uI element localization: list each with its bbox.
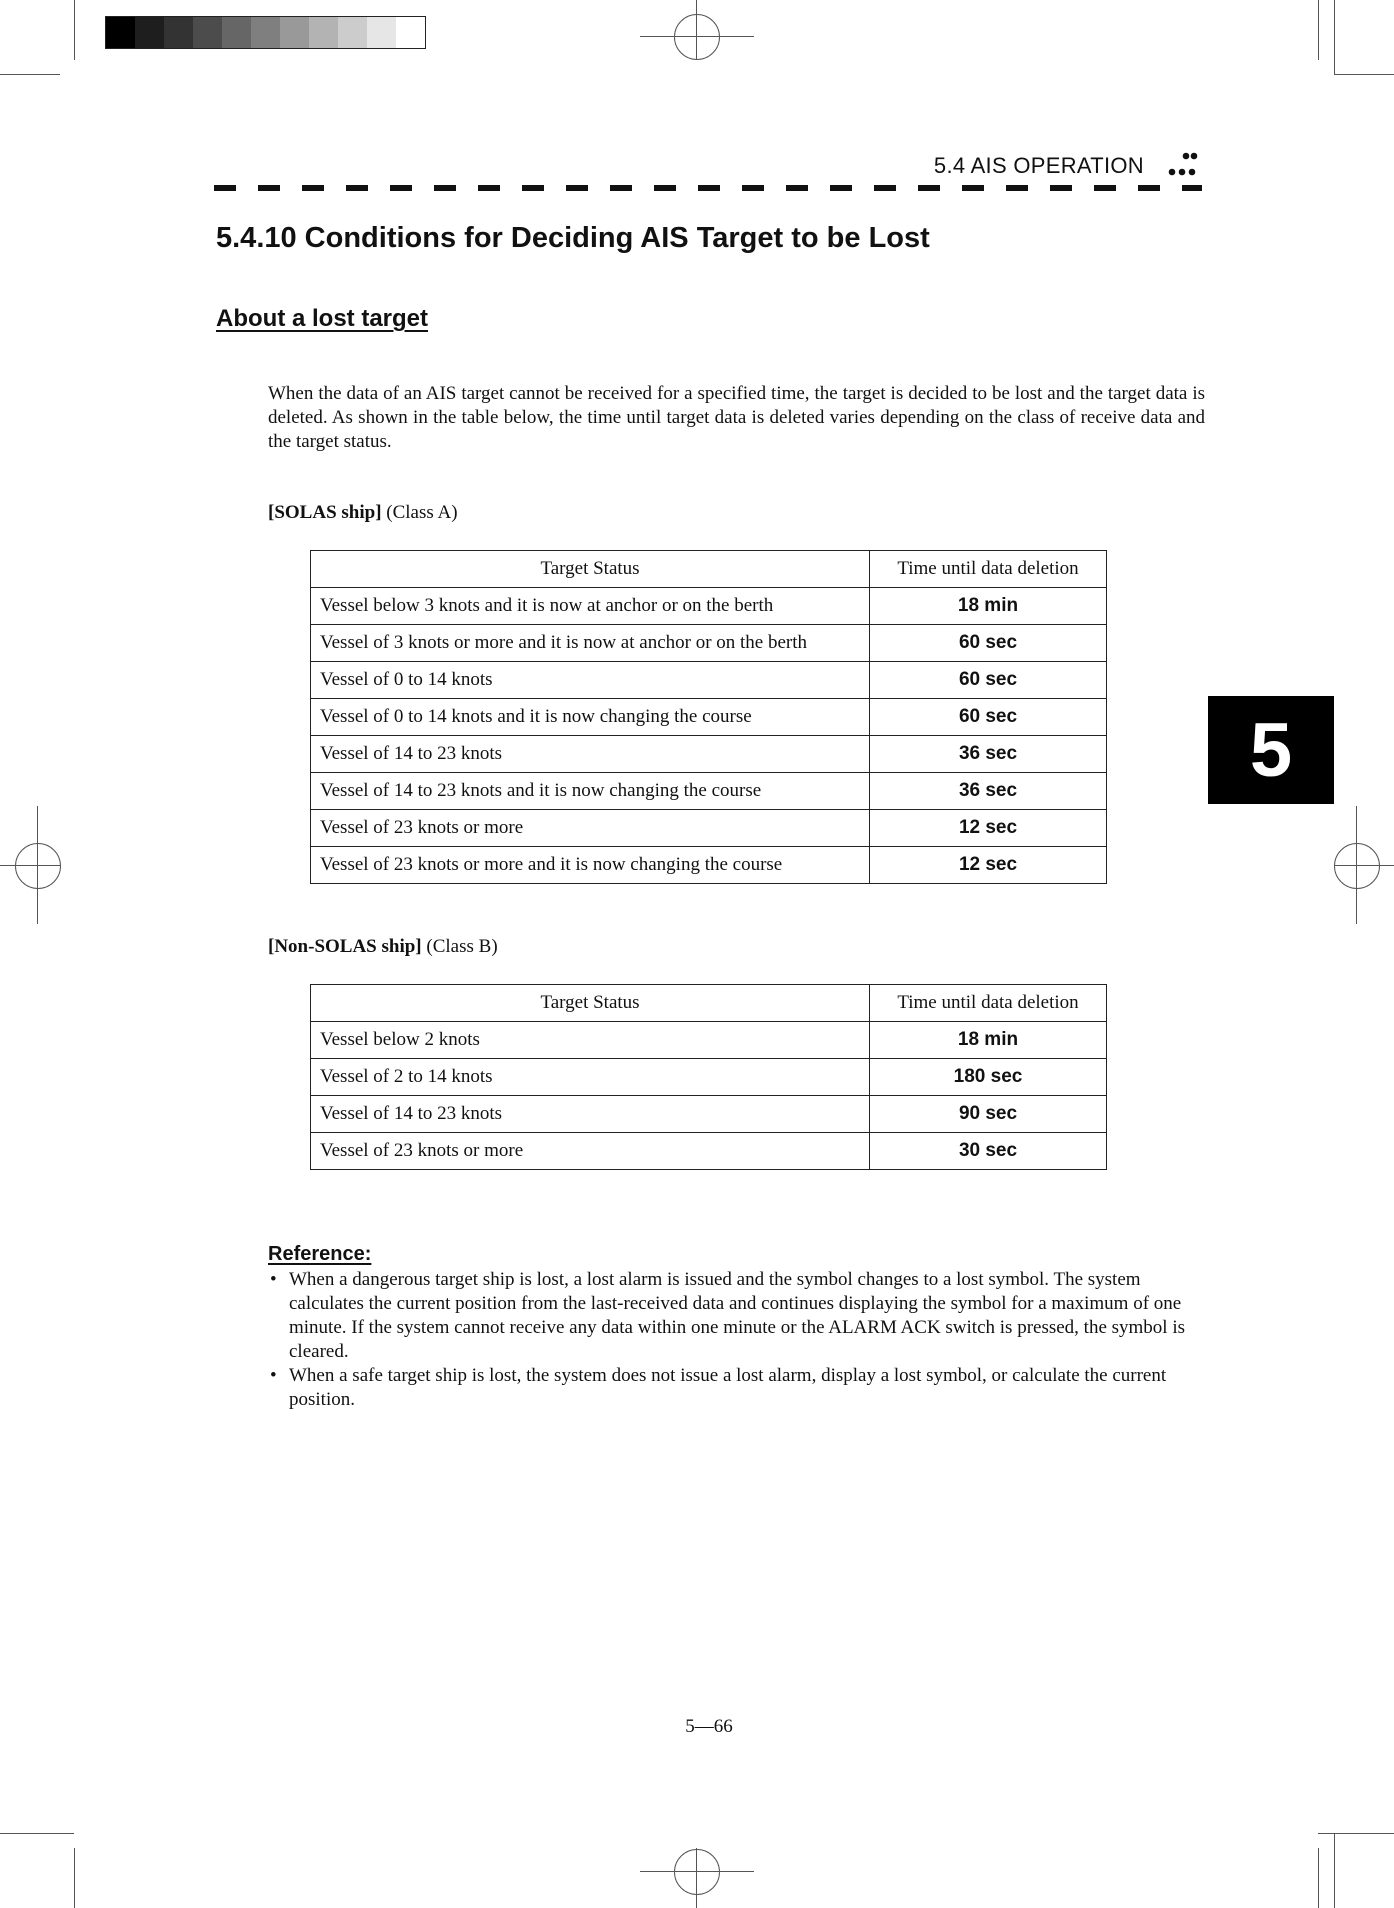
time-cell: 60 sec xyxy=(870,662,1107,699)
status-cell: Vessel of 23 knots or more xyxy=(311,810,870,847)
status-cell: Vessel of 3 knots or more and it is now at anchor or on the berth xyxy=(311,625,870,662)
table-header-row xyxy=(311,551,1107,588)
table-row xyxy=(311,847,1107,884)
time-cell: 180 sec xyxy=(870,1059,1107,1096)
table-row xyxy=(311,662,1107,699)
solas-table xyxy=(310,550,1107,884)
time-cell: 18 min xyxy=(870,588,1107,625)
column-header: Target Status xyxy=(311,551,870,588)
grayscale-calibration-strip xyxy=(105,16,426,49)
section-title: 5.4.10 Conditions for Deciding AIS Target to be Lost xyxy=(216,222,930,254)
time-cell: 18 min xyxy=(870,1022,1107,1059)
table-row xyxy=(311,1133,1107,1170)
status-cell: Vessel below 3 knots and it is now at anchor or on the berth xyxy=(311,588,870,625)
status-cell: Vessel of 0 to 14 knots and it is now changing the course xyxy=(311,699,870,736)
table-row xyxy=(311,1096,1107,1133)
status-cell: Vessel of 14 to 23 knots xyxy=(311,1096,870,1133)
table-header-row xyxy=(311,985,1107,1022)
header-dashed-rule xyxy=(214,185,1202,191)
header-dots-icon xyxy=(1168,152,1198,182)
reference-title: Reference: xyxy=(268,1243,372,1265)
table-row xyxy=(311,588,1107,625)
status-cell: Vessel of 23 knots or more and it is now changing the course xyxy=(311,847,870,884)
time-cell: 30 sec xyxy=(870,1133,1107,1170)
table-row xyxy=(311,736,1107,773)
list-item: • When a dangerous target ship is lost, a lost alarm is issued and the symbol changes to a lost symbol. The system calculates the current position from the last-received data and continues displaying the symbol for a maximum of one minute. If the system cannot receive any data within one minute or the ALARM ACK switch is pressed, the symbol is cleared. xyxy=(268,1268,1204,1364)
list-item: • When a safe target ship is lost, the system does not issue a lost alarm, display a lost symbol, or calculate the current position. xyxy=(268,1364,1204,1412)
table-row xyxy=(311,1022,1107,1059)
status-cell: Vessel of 2 to 14 knots xyxy=(311,1059,870,1096)
time-cell: 60 sec xyxy=(870,625,1107,662)
column-header: Target Status xyxy=(311,985,870,1022)
status-cell: Vessel of 14 to 23 knots xyxy=(311,736,870,773)
time-cell: 36 sec xyxy=(870,736,1107,773)
nonsolas-table xyxy=(310,984,1107,1170)
table-row xyxy=(311,773,1107,810)
chapter-tab: 5 xyxy=(1208,696,1334,804)
column-header: Time until data deletion xyxy=(870,551,1107,588)
intro-paragraph: When the data of an AIS target cannot be received for a specified time, the target is decided to be lost and the target data is deleted. As shown in the table below, the time until target data is deleted varies depending on the class of receive data and the target status. xyxy=(268,383,1205,452)
reference-list xyxy=(268,1268,1204,1412)
table-row xyxy=(311,699,1107,736)
time-cell: 60 sec xyxy=(870,699,1107,736)
table-row xyxy=(311,625,1107,662)
status-cell: Vessel of 23 knots or more xyxy=(311,1133,870,1170)
time-cell: 90 sec xyxy=(870,1096,1107,1133)
time-cell: 12 sec xyxy=(870,810,1107,847)
nonsolas-caption xyxy=(268,936,498,958)
column-header: Time until data deletion xyxy=(870,985,1107,1022)
time-cell: 12 sec xyxy=(870,847,1107,884)
page-number: 5—66 xyxy=(685,1716,733,1737)
solas-caption xyxy=(268,502,458,524)
status-cell: Vessel of 14 to 23 knots and it is now changing the course xyxy=(311,773,870,810)
solas-label: [SOLAS ship] xyxy=(268,502,382,523)
table-row xyxy=(311,810,1107,847)
nonsolas-label: [Non-SOLAS ship] xyxy=(268,936,422,957)
subheading: About a lost target xyxy=(216,305,429,332)
time-cell: 36 sec xyxy=(870,773,1107,810)
status-cell: Vessel below 2 knots xyxy=(311,1022,870,1059)
running-header: 5.4 AIS OPERATION xyxy=(933,153,1144,178)
status-cell: Vessel of 0 to 14 knots xyxy=(311,662,870,699)
solas-class: (Class A) xyxy=(381,502,458,523)
nonsolas-class: (Class B) xyxy=(421,936,498,957)
table-row xyxy=(311,1059,1107,1096)
